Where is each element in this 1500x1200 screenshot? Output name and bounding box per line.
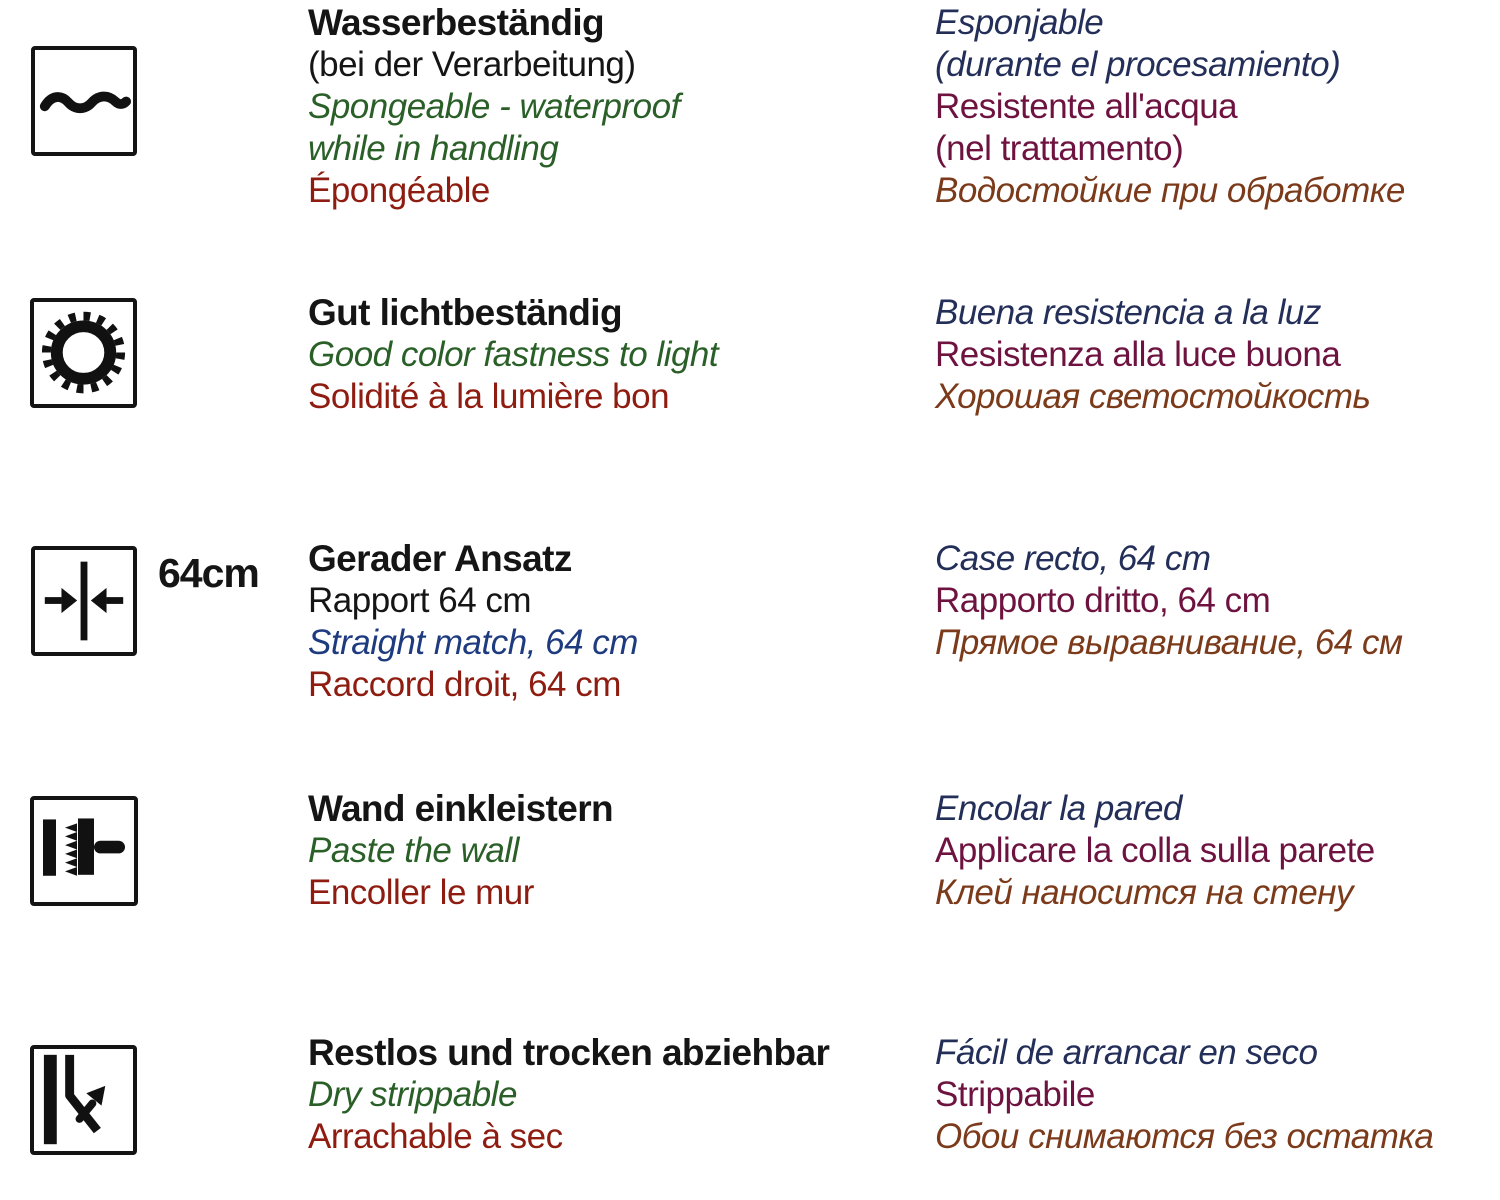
french-label: Encoller le mur (308, 873, 534, 912)
english-label: Paste the wall (308, 831, 519, 870)
german-label: (bei der Verarbeitung) (308, 45, 636, 84)
straight-match-arrows-icon (31, 546, 137, 656)
french-label: Solidité à la lumière bon (308, 377, 670, 416)
spanish-label: Fácil de arrancar en seco (935, 1033, 1318, 1072)
spanish-label: (durante el procesamiento) (935, 45, 1341, 84)
spanish-label: Case recto, 64 cm (935, 539, 1211, 578)
german-label: Wasserbeständig (308, 2, 604, 43)
english-label: Spongeable - waterproof (308, 87, 680, 126)
russian-label: Клей наносится на стену (935, 873, 1353, 912)
russian-label: Водостойкие при обработке (935, 171, 1405, 210)
german-label: Restlos und trocken abziehbar (308, 1032, 830, 1073)
wavy-line-icon (31, 46, 137, 156)
french-label: Arrachable à sec (308, 1117, 563, 1156)
dry-strippable-peel-icon (30, 1045, 137, 1155)
german-label: Gut lichtbeständig (308, 292, 622, 333)
italian-label: Applicare la colla sulla parete (935, 831, 1375, 870)
german-label: Gerader Ansatz (308, 538, 572, 579)
english-label: while in handling (308, 129, 559, 168)
english-label: Dry strippable (308, 1075, 517, 1114)
italian-label: Resistente all'acqua (935, 87, 1238, 126)
italian-label: Strippabile (935, 1075, 1095, 1114)
italian-label: Rapporto dritto, 64 cm (935, 581, 1271, 620)
spanish-label: Buena resistencia a la luz (935, 293, 1321, 332)
paste-the-wall-brush-icon (30, 796, 138, 906)
german-label: Rapport 64 cm (308, 581, 532, 620)
icon-size-label: 64cm (158, 550, 259, 596)
english-label: Good color fastness to light (308, 335, 719, 374)
spanish-label: Esponjable (935, 3, 1104, 42)
spanish-label: Encolar la pared (935, 789, 1182, 828)
french-label: Épongéable (308, 171, 490, 210)
russian-label: Прямое выравнивание, 64 см (935, 623, 1403, 662)
german-label: Wand einkleistern (308, 788, 614, 829)
italian-label: Resistenza alla luce buona (935, 335, 1341, 374)
french-label: Raccord droit, 64 cm (308, 665, 621, 704)
english-label: Straight match, 64 cm (308, 623, 638, 662)
russian-label: Хорошая светостойкость (935, 377, 1371, 416)
russian-label: Обои снимаются без остатка (935, 1117, 1434, 1156)
italian-label: (nel trattamento) (935, 129, 1184, 168)
sun-gear-icon (30, 298, 137, 408)
